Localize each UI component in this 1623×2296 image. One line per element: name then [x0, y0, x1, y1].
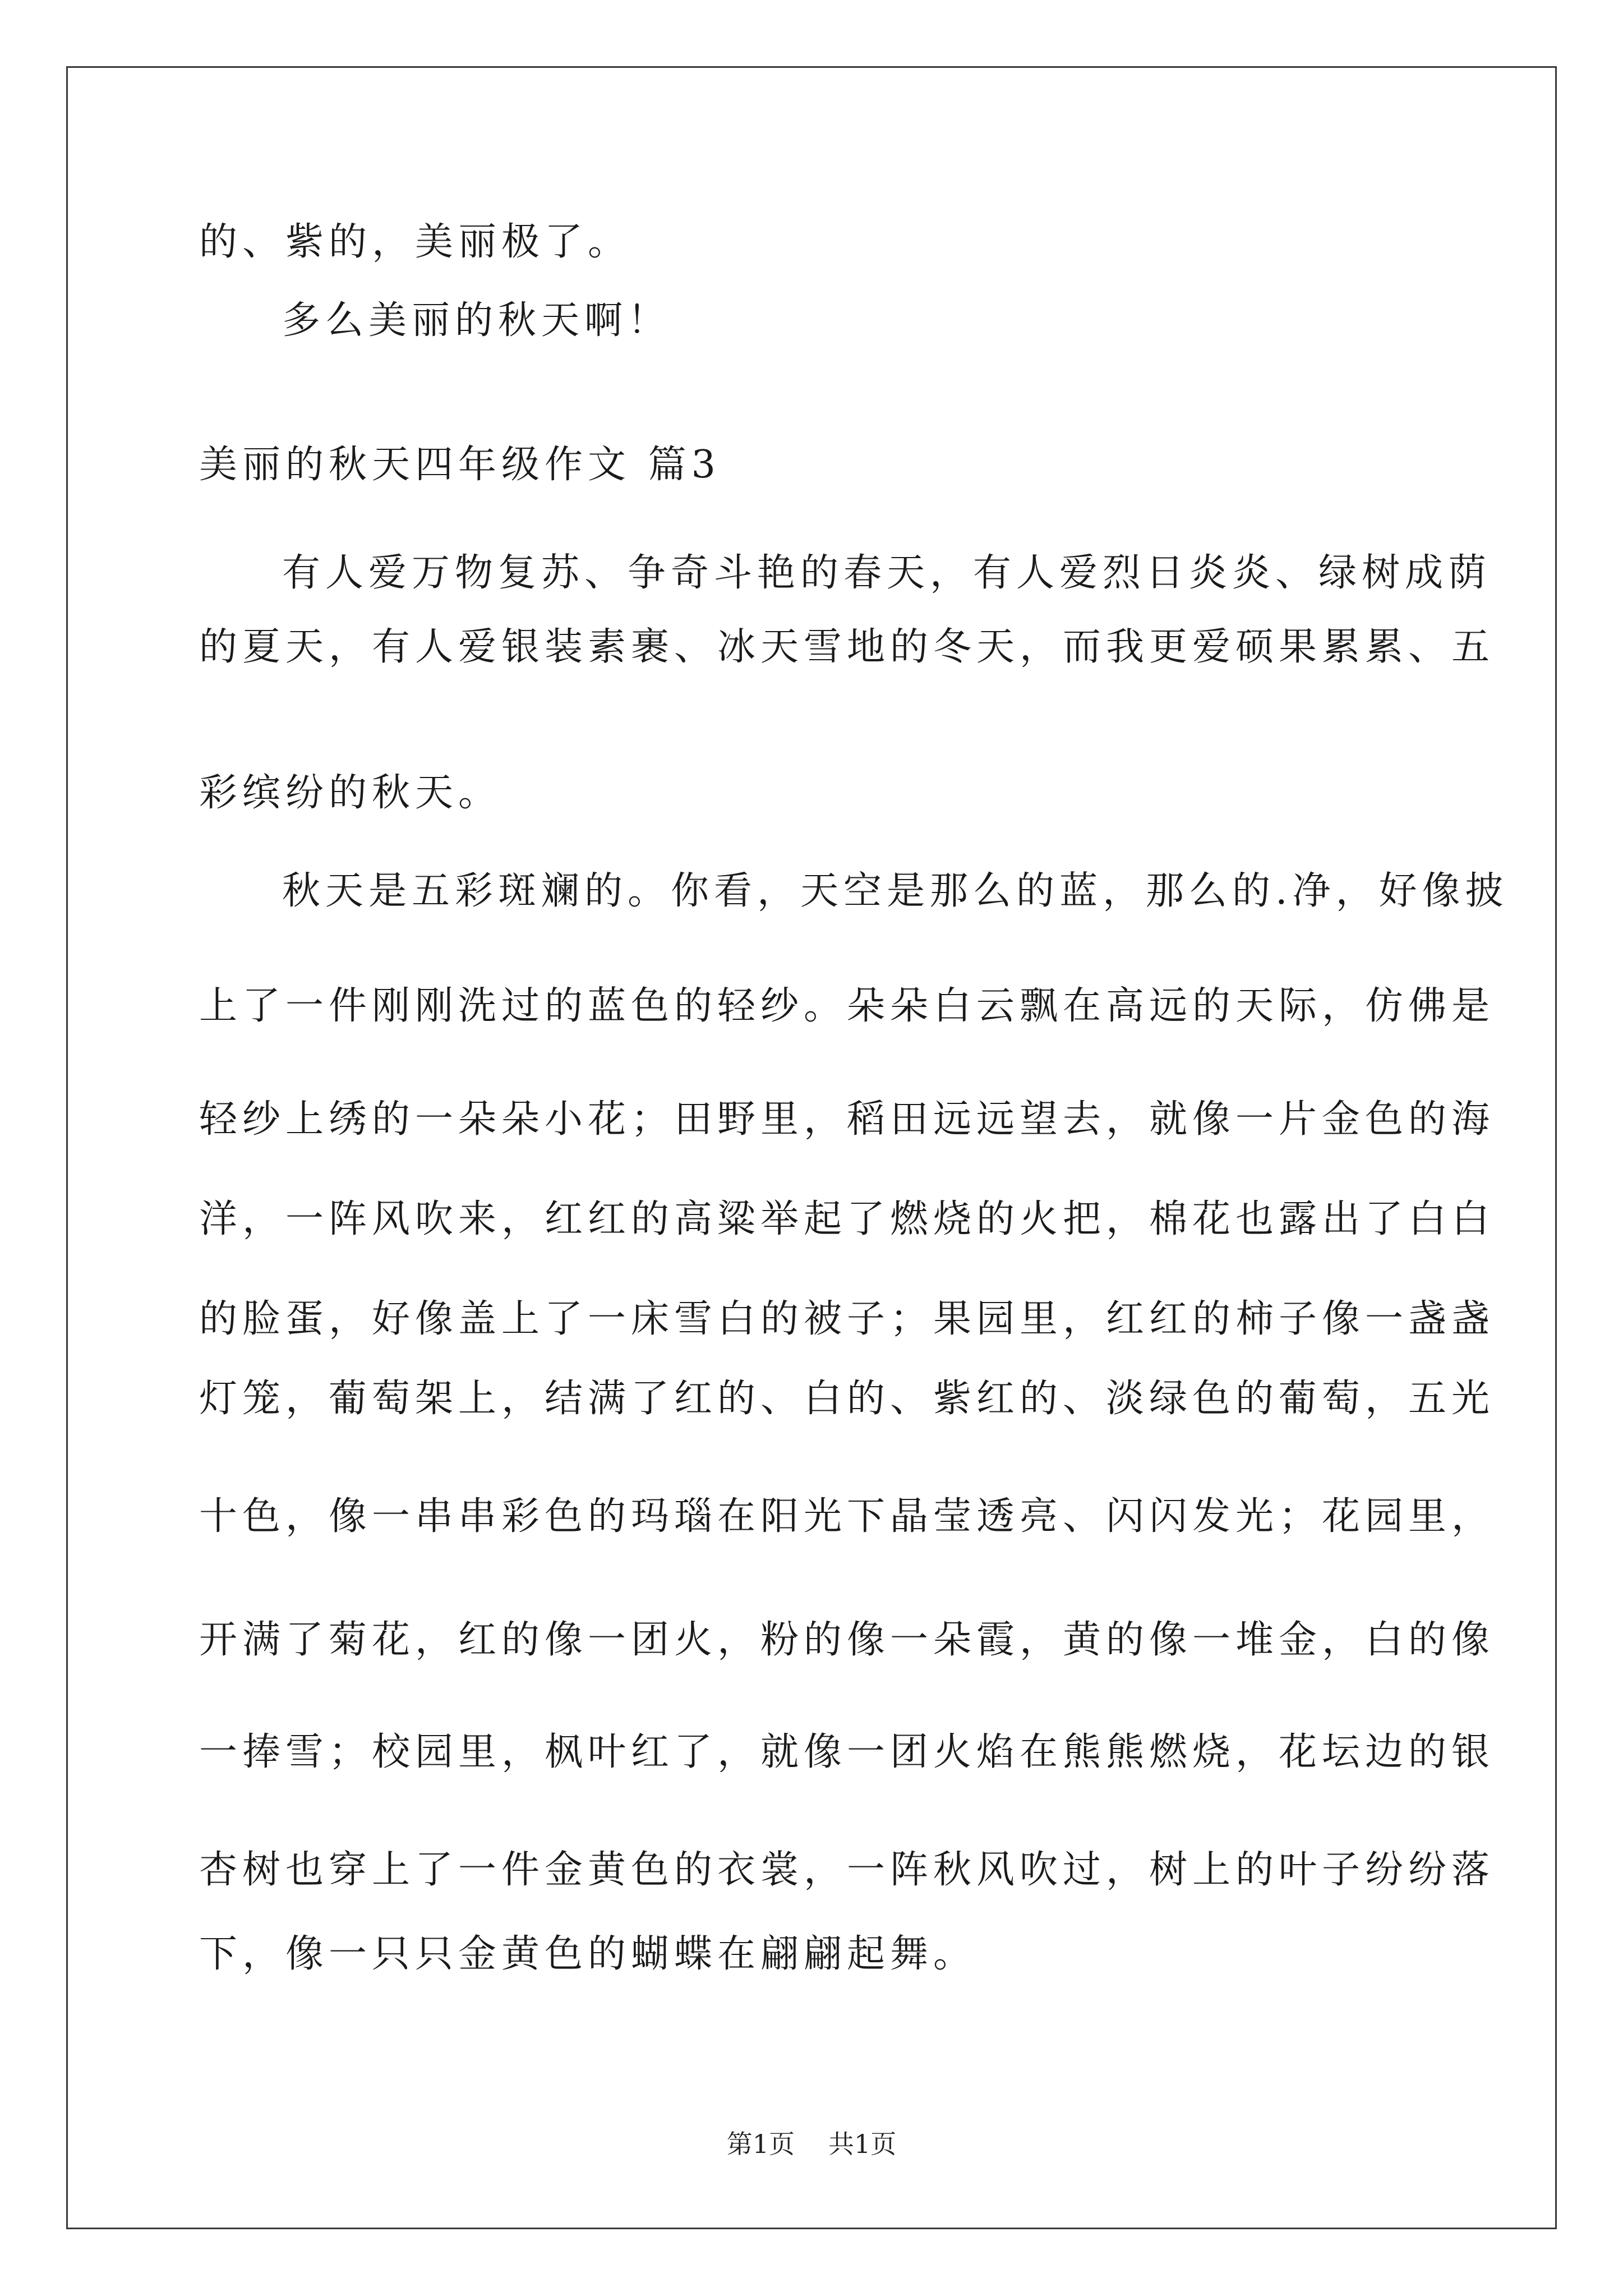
paragraph-line: 轻纱上绣的一朵朵小花；田野里，稻田远远望去，就像一片金色的海: [199, 1097, 1495, 1142]
paragraph-line: 下，像一只只金黄色的蝴蝶在翩翩起舞。: [199, 1932, 977, 1976]
paragraph-line: 上了一件刚刚洗过的蓝色的轻纱。朵朵白云飘在高远的天际，仿佛是: [199, 984, 1495, 1028]
paragraph-line: 彩缤纷的秋天。: [199, 771, 502, 815]
page-total: 共1页: [828, 2129, 897, 2159]
paragraph-line: 秋天是五彩斑斓的。你看，天空是那么的蓝，那么的.净，好像披: [282, 869, 1509, 913]
page-border: [66, 66, 1557, 2229]
paragraph-line: 的夏天，有人爱银装素裹、冰天雪地的冬天，而我更爱硕果累累、五: [199, 625, 1495, 669]
section-heading: 美丽的秋天四年级作文 篇3: [199, 443, 721, 487]
paragraph-line: 的、紫的，美丽极了。: [199, 220, 631, 264]
paragraph-line: 的脸蛋，好像盖上了一床雪白的被子；果园里，红红的柿子像一盏盏: [199, 1297, 1495, 1341]
paragraph-line: 洋，一阵风吹来，红红的高粱举起了燃烧的火把，棉花也露出了白白: [199, 1197, 1495, 1241]
page-footer: [0, 2124, 1623, 2161]
paragraph-line: 一捧雪；校园里，枫叶红了，就像一团火焰在熊熊燃烧，花坛边的银: [199, 1730, 1495, 1774]
paragraph-line: 杏树也穿上了一件金黄色的衣裳，一阵秋风吹过，树上的叶子纷纷落: [199, 1848, 1495, 1892]
paragraph-line: 十色，像一串串彩色的玛瑙在阳光下晶莹透亮、闪闪发光；花园里，: [199, 1494, 1495, 1539]
page-number: 第1页: [726, 2129, 795, 2159]
paragraph-line: 多么美丽的秋天啊！: [282, 298, 671, 343]
paragraph-line: 开满了菊花，红的像一团火，粉的像一朵霞，黄的像一堆金，白的像: [199, 1618, 1495, 1662]
paragraph-line: 有人爱万物复苏、争奇斗艳的春天，有人爱烈日炎炎、绿树成荫: [282, 551, 1492, 595]
paragraph-line: 灯笼，葡萄架上，结满了红的、白的、紫红的、淡绿色的葡萄，五光: [199, 1377, 1495, 1421]
